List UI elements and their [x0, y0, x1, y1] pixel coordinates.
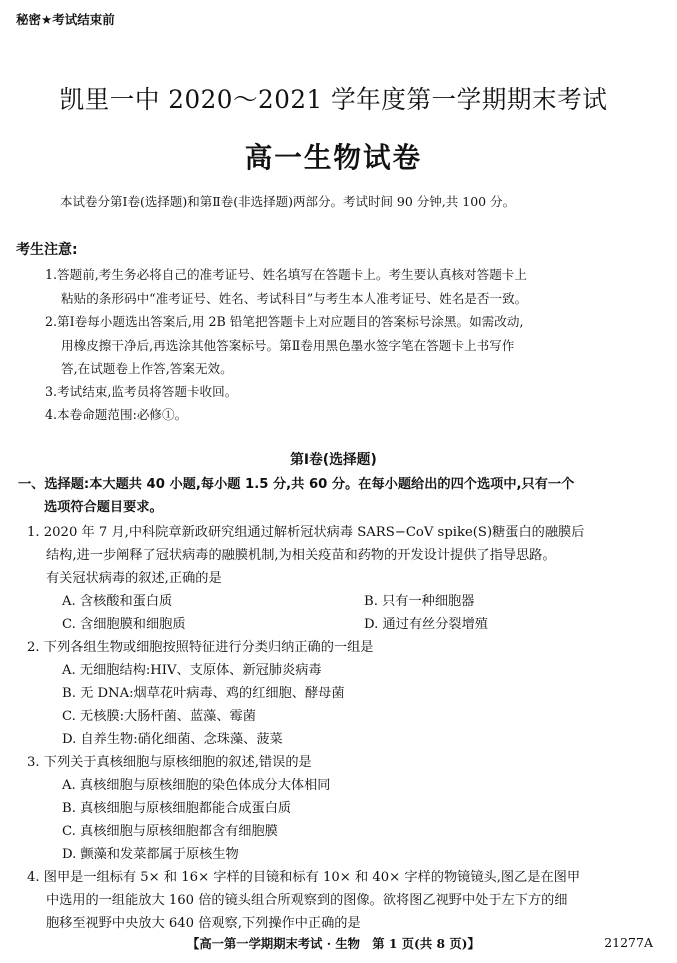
question-2-stem: 2. 下列各组生物或细胞按照特征进行分类归纳正确的一组是: [27, 640, 374, 655]
section-title: 第Ⅰ卷(选择题): [290, 452, 377, 468]
notice-line: 3.考试结束,监考员将答题卡收回。: [45, 384, 238, 399]
notice-line: 用橡皮擦干净后,再选涂其他答案标号。第Ⅱ卷用黑色墨水签字笔在答题卡上书写作: [61, 338, 515, 353]
question-2-option-a: A. 无细胞结构:HIV、支原体、新冠肺炎病毒: [62, 663, 322, 678]
notice-line: 答,在试题卷上作答,答案无效。: [61, 361, 233, 376]
question-3-stem: 3. 下列关于真核细胞与原核细胞的叙述,错误的是: [27, 755, 312, 770]
page-footer: 【高一第一学期期末考试 · 生物 第 1 页(共 8 页)】: [187, 936, 480, 951]
paper-intro: 本试卷分第Ⅰ卷(选择题)和第Ⅱ卷(非选择题)两部分。考试时间 90 分钟,共 100 分。: [60, 194, 516, 209]
question-1-option-d: D. 通过有丝分裂增殖: [364, 617, 488, 632]
question-1-stem: 1. 2020 年 7 月,中科院章新政研究组通过解析冠状病毒 SARS−CoV spike(S)糖蛋白的融膜后: [27, 525, 585, 540]
secret-label: 秘密★考试结束前: [16, 12, 115, 27]
question-2-option-c: C. 无核膜:大肠杆菌、蓝藻、霉菌: [62, 709, 256, 724]
question-3-option-d: D. 颤藻和发菜都属于原核生物: [62, 847, 239, 862]
question-3-option-c: C. 真核细胞与原核细胞都含有细胞膜: [62, 824, 278, 839]
notice-title: 考生注意:: [16, 242, 78, 258]
notice-line: 4.本卷命题范围:必修①。: [45, 407, 188, 422]
question-4-stem: 4. 图甲是一组标有 5× 和 16× 字样的目镜和标有 10× 和 40× 字样的物镜镜头,图乙是在图甲: [27, 870, 581, 885]
question-2-option-b: B. 无 DNA:烟草花叶病毒、鸡的红细胞、酵母菌: [62, 686, 345, 701]
paper-code: 21277A: [604, 935, 653, 950]
exam-title: 凯里一中 2020～2021 学年度第一学期期末考试: [59, 85, 608, 114]
question-3-option-b: B. 真核细胞与原核细胞都能合成蛋白质: [62, 801, 292, 816]
question-1-option-c: C. 含细胞膜和细胞质: [62, 617, 186, 632]
notice-line: 2.第Ⅰ卷每小题选出答案后,用 2B 铅笔把答题卡上对应题目的答案标号涂黑。如需改动,: [45, 314, 524, 329]
question-1-option-a: A. 含核酸和蛋白质: [62, 594, 173, 609]
notice-line: 粘贴的条形码中“准考证号、姓名、考试科目”与考生本人准考证号、姓名是否一致。: [61, 291, 528, 306]
paper-subject-title: 高一生物试卷: [244, 141, 423, 174]
part-instructions: 一、选择题:本大题共 40 小题,每小题 1.5 分,共 60 分。在每小题给出的四个选项中,只有一个: [18, 477, 575, 492]
question-1-stem: 有关冠状病毒的叙述,正确的是: [46, 571, 222, 586]
question-4-stem: 中选用的一组能放大 160 倍的镜头组合所观察到的图像。欲将图乙视野中处于左下方的细: [46, 893, 568, 908]
question-1-option-b: B. 只有一种细胞器: [364, 594, 475, 609]
question-3-option-a: A. 真核细胞与原核细胞的染色体成分大体相同: [62, 778, 331, 793]
notice-line: 1.答题前,考生务必将自己的准考证号、姓名填写在答题卡上。考生要认真核对答题卡上: [45, 267, 527, 282]
part-instructions: 选项符合题目要求。: [44, 500, 163, 515]
question-4-stem: 胞移至视野中央放大 640 倍观察,下列操作中正确的是: [46, 916, 361, 931]
question-2-option-d: D. 自养生物:硝化细菌、念珠藻、菠菜: [62, 732, 283, 747]
question-1-stem: 结构,进一步阐释了冠状病毒的融膜机制,为相关疫苗和药物的开发设计提供了指导思路。: [46, 548, 556, 563]
